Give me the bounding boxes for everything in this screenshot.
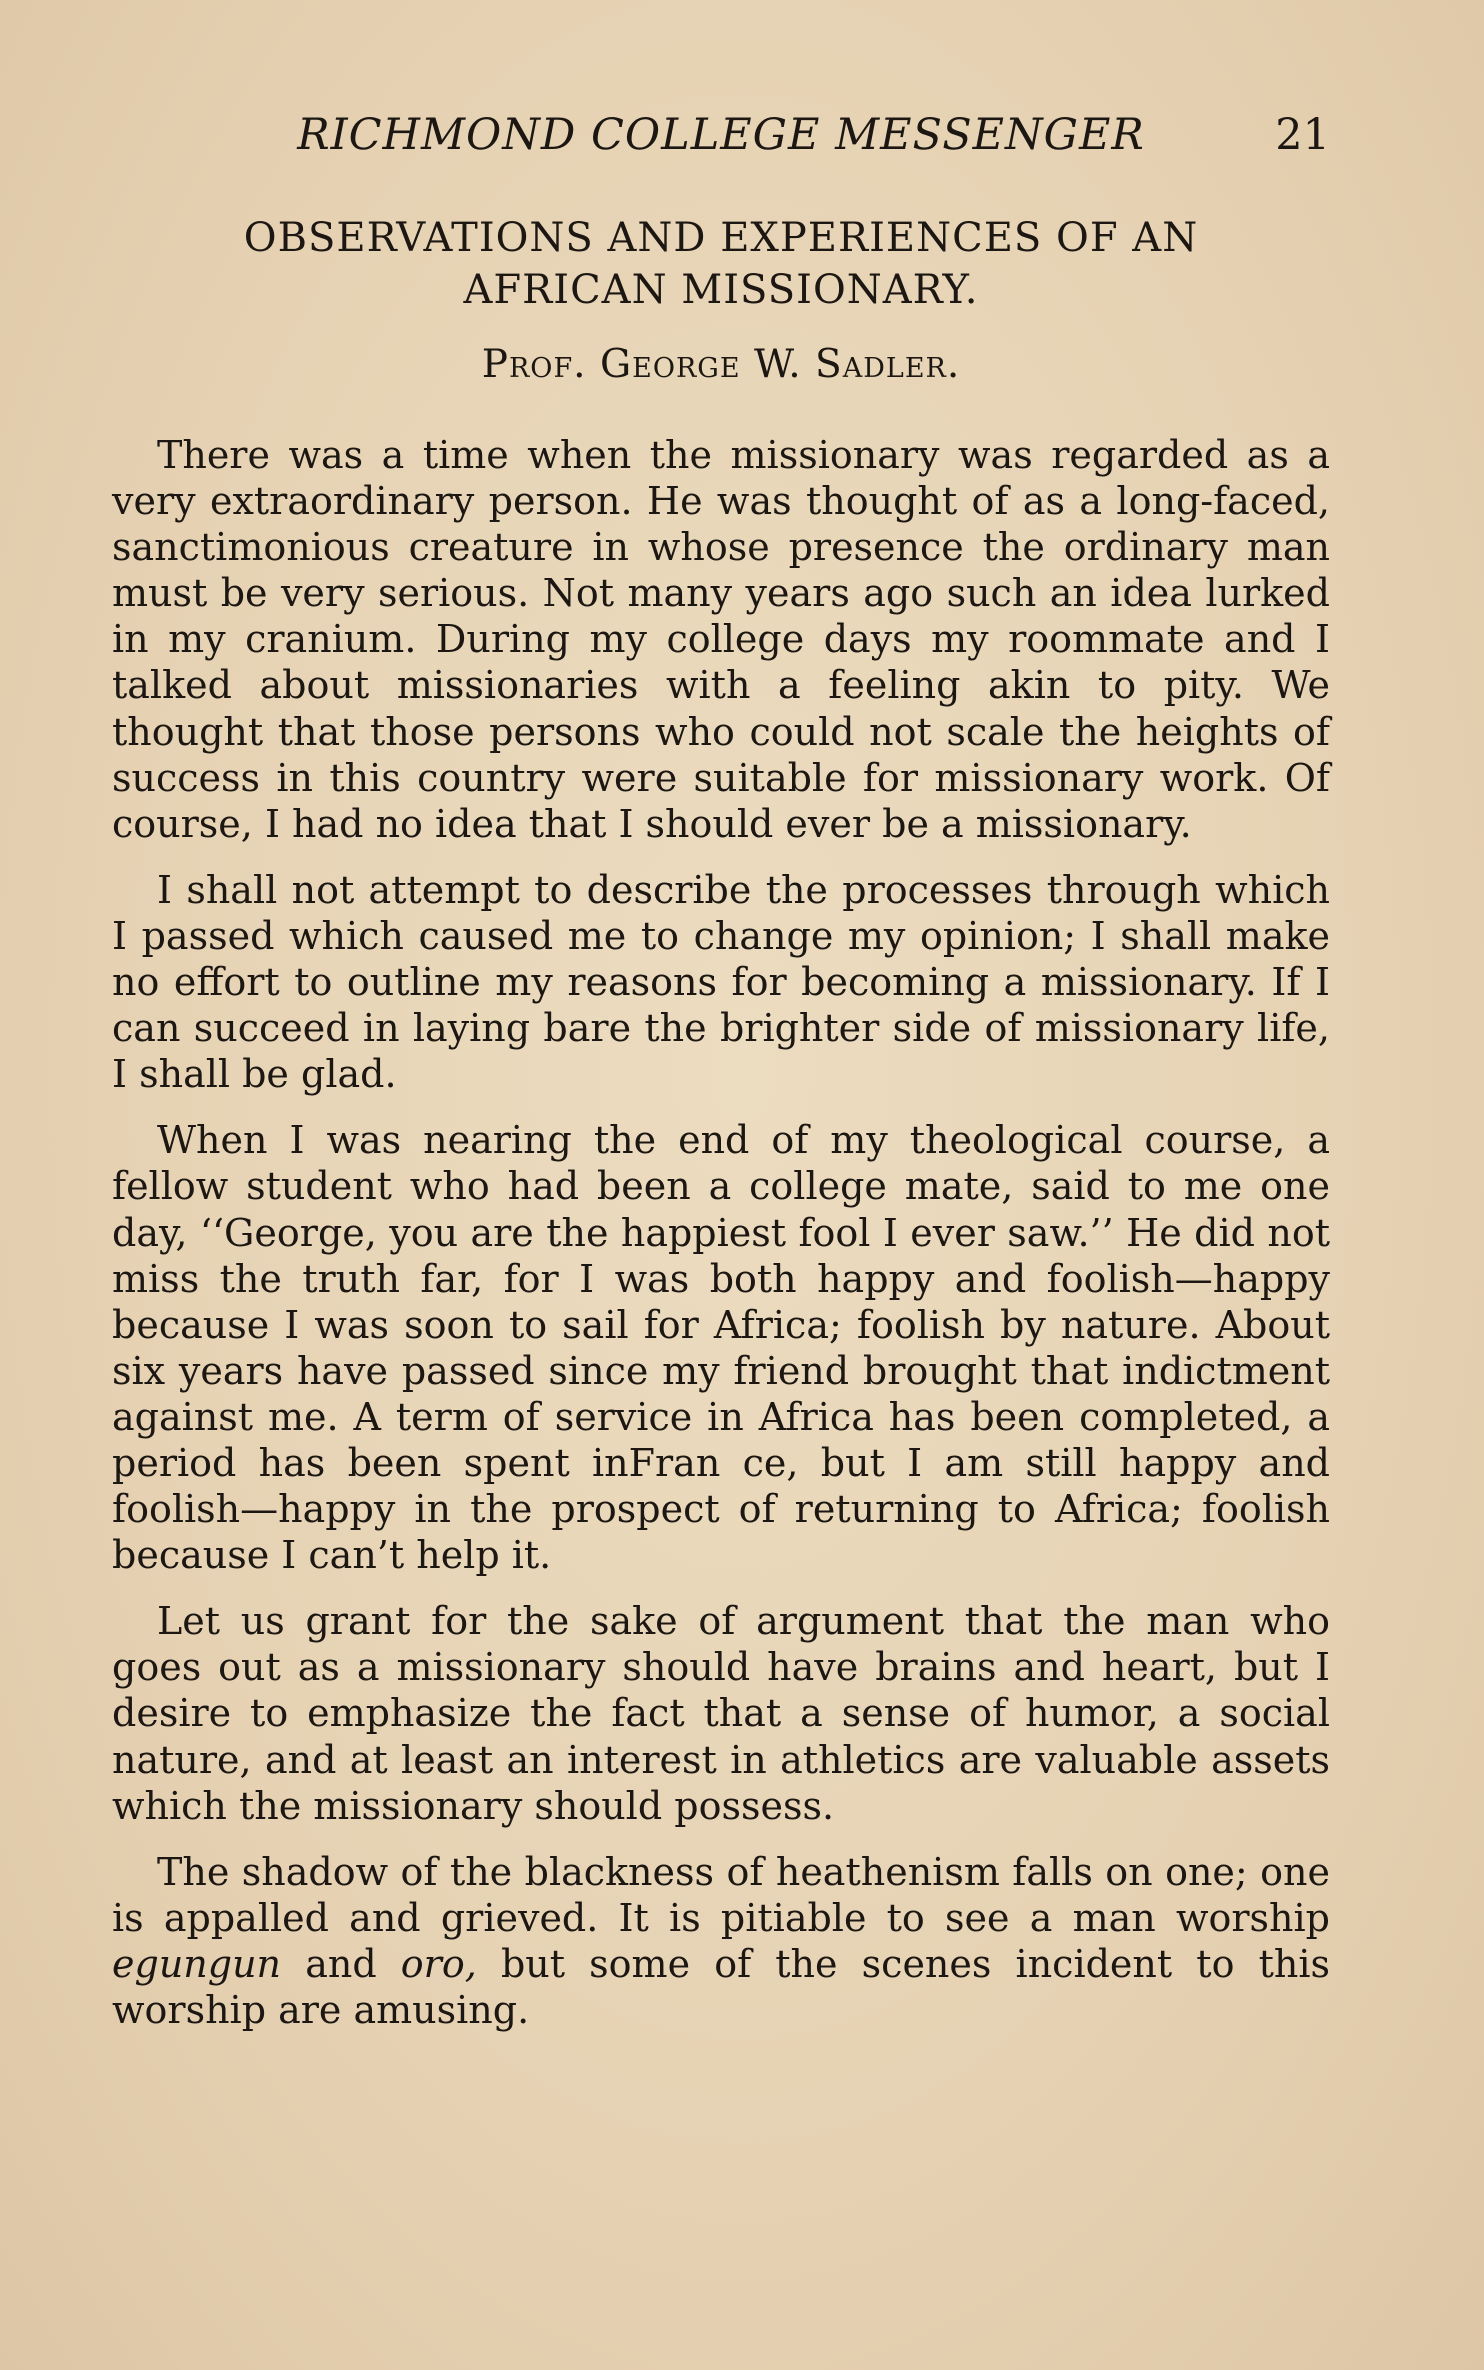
article-title-line-1: OBSERVATIONS AND EXPERIENCES OF AN xyxy=(243,215,1199,261)
running-title: RICHMOND COLLEGE MESSENGER xyxy=(297,110,1145,160)
paragraph-4: Let us grant for the sake of argument that the man who goes out as a missionary should have brains and heart, but I desire to emphasize the fact that a sense of humor, a social nature, and at least an interest in athletics are valuable assets which the missionary should possess. xyxy=(112,1599,1330,1828)
paragraph-3: When I was nearing the end of my theological course, a fellow student who had been a college mate, said to me one day, ‘‘George, you are the happiest fool I ever saw.’’ He did not miss the truth far, for I was both happy and foolish—happy because I was soon to sail for Africa; foolish by nature. About six years have passed since my friend brought that indictment against me. A term of service in Africa has been completed, a period has been spent inFran ce, but I am still happy and foolish—happy in the prospect of returning to Africa; foolish because I can’t help it. xyxy=(112,1118,1330,1578)
paragraph-5-part-a: The shadow of the blackness of heathenism falls on one; one is appalled and grieved. It is pitiable to see a man worship xyxy=(112,1849,1330,1940)
page-number: 21 xyxy=(1275,110,1330,160)
paragraph-2: I shall not attempt to describe the processes through which I passed which caused me to change my opinion; I shall make no effort to outline my reasons for becoming a missionary. If I can succeed in laying bare the brighter side of missionary life, I shall be glad. xyxy=(112,867,1330,1097)
article-title xyxy=(112,212,1330,316)
italic-term-oro: oro, xyxy=(400,1941,477,1986)
paragraph-5-part-b: and xyxy=(281,1941,401,1986)
running-head xyxy=(112,110,1330,170)
paragraph-5 xyxy=(112,1849,1330,2033)
article-title-line-2: AFRICAN MISSIONARY. xyxy=(463,267,979,313)
paragraph-5-part-c: but some of the scenes incident to this worship are amusing. xyxy=(112,1941,1330,2032)
author-byline: Prof. George W. Sadler. xyxy=(481,342,961,387)
article-body xyxy=(112,432,1330,2053)
italic-term-egungun: egungun xyxy=(112,1941,282,1986)
paragraph-1: There was a time when the missionary was regarded as a very extraordinary person. He was thought of as a long-faced, sanctimonious creature in whose presence the ordinary man must be very serious. Not many years ago such an idea lurked in my cranium. During my college days my roommate and I talked about missionaries with a feeling akin to pity. We thought that those persons who could not scale the heights of success in this country were suitable for missionary work. Of course, I had no idea that I should ever be a missionary. xyxy=(112,433,1330,846)
